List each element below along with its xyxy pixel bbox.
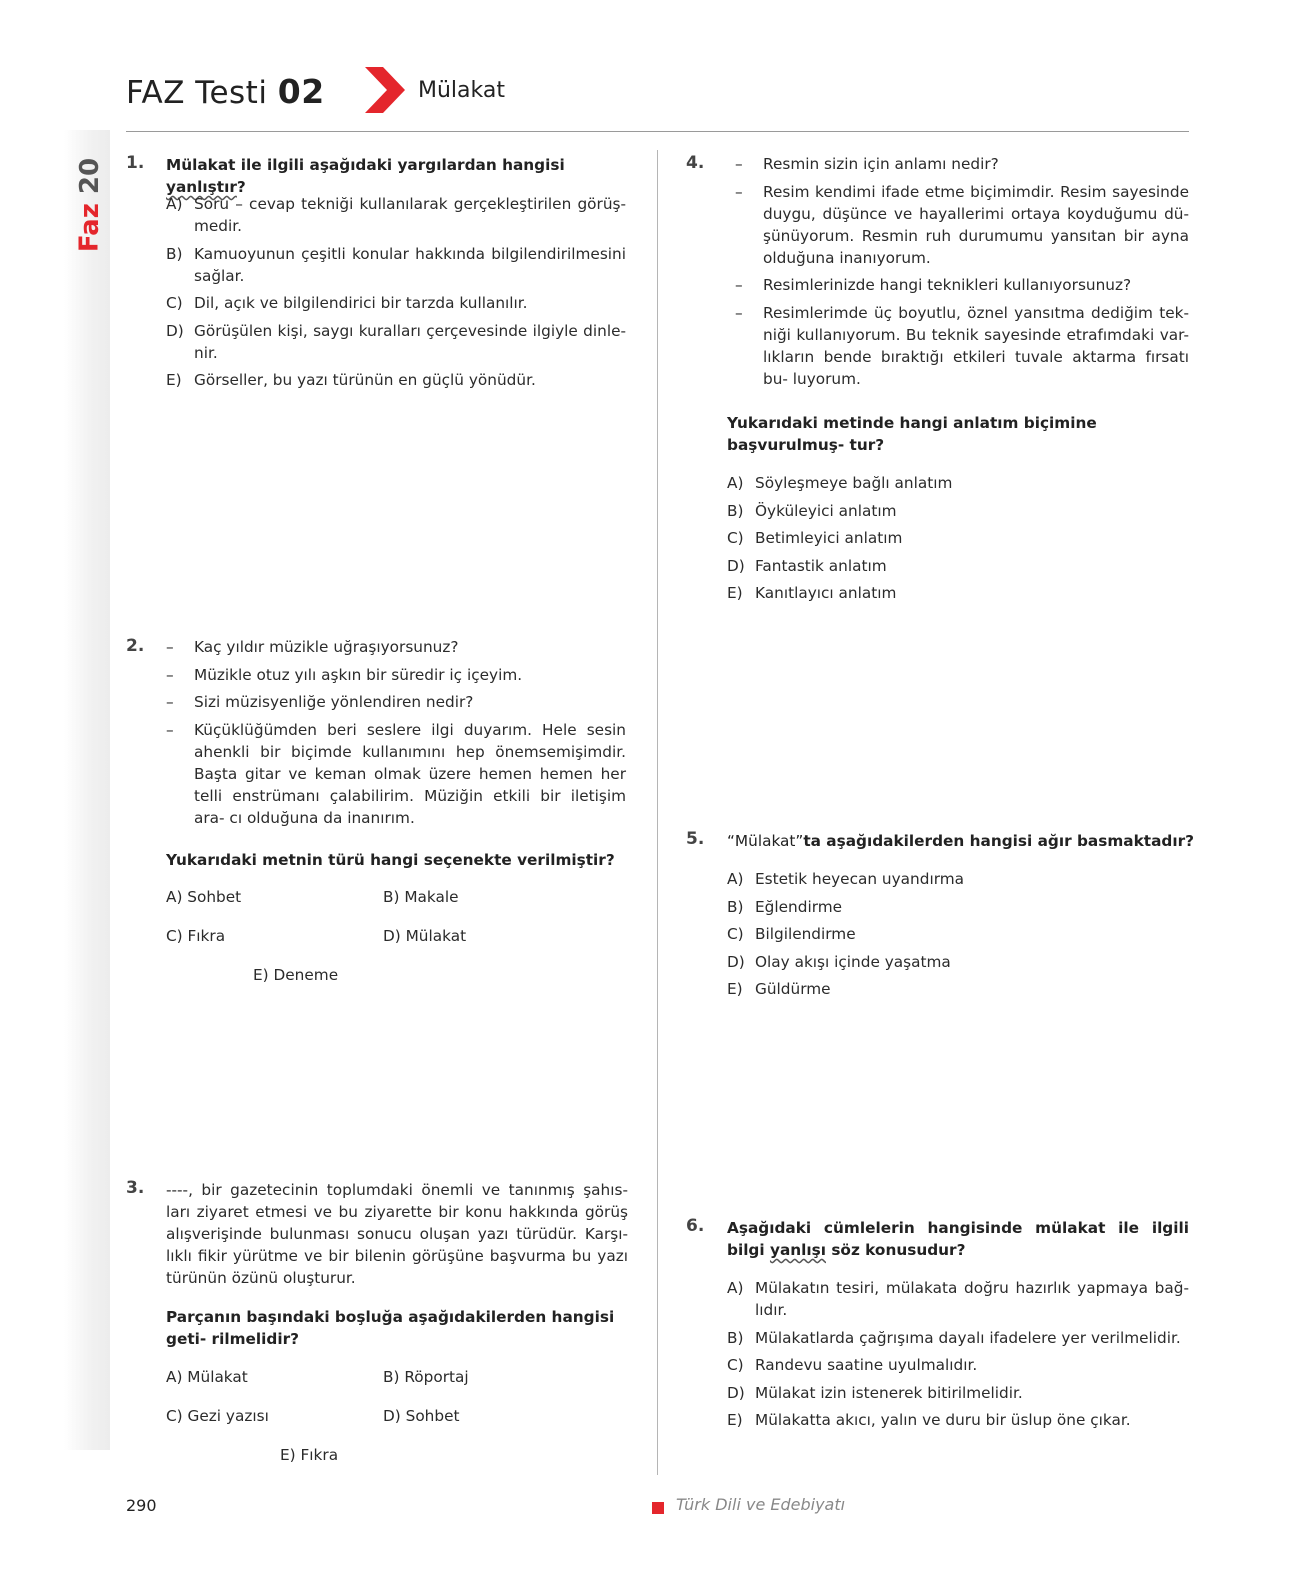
question-number: 1.: [126, 153, 145, 173]
option-c[interactable]: C) Gezi yazısı: [166, 1407, 269, 1425]
option-a[interactable]: A) Soru – cevap tekniği kullanılarak gerçekleştirilen görüş- medir.: [166, 195, 626, 235]
sidebar-strip: [64, 130, 110, 1450]
option-d[interactable]: D) Mülakat: [383, 927, 467, 945]
dialogue-text: [166, 636, 626, 834]
option-e[interactable]: E) Mülakatta akıcı, yalın ve duru bir üslup öne çıkar.: [727, 1411, 1131, 1429]
column-divider: [657, 150, 658, 1475]
option-e[interactable]: E) Güldürme: [727, 980, 831, 998]
dialogue-line: – Müzikle otuz yılı aşkın bir süredir iç içeyim.: [166, 665, 523, 684]
question-number: 5.: [686, 829, 705, 849]
dialogue-line: – Küçüklüğümden beri seslere ilgi duyarım. Hele sesin ahenkli bir biçimde kullanımını hep önemsemişimdir. Başta gitar ve keman olmak üzere hemen hemen her telli enstrümanı çalabilirim. Müziğin etkili bir iletişim ara- cı olduğuna da inanırım.: [166, 720, 626, 827]
test-title: FAZ Testi 02: [126, 72, 325, 111]
question-stem: Yukarıdaki metnin türü hangi seçenekte verilmiştir?: [166, 851, 615, 869]
question-stem: Parçanın başındaki boşluğa aşağıdakilerden hangisi geti- rilmelidir?: [166, 1308, 615, 1348]
faz-20-logo: [73, 155, 107, 255]
page-number: 290: [126, 1496, 157, 1515]
dialogue-line: – Resim kendimi ifade etme biçimimdir. Resim sayesinde duygu, düşünce ve hayallerimi ortaya koyduğumu dü- şünüyorum. Resmin ruh durumumu yansıtan bir ayna olduğuna inanıyorum.: [735, 182, 1189, 267]
question-stem: Yukarıdaki metinde hangi anlatım biçimine başvurulmuş- tur?: [727, 414, 1097, 454]
topic-title: Mülakat: [418, 78, 505, 103]
option-d[interactable]: D) Görüşülen kişi, saygı kuralları çerçevesinde ilgiyle dinle- nir.: [166, 321, 626, 362]
chevron-right-icon: [365, 67, 405, 113]
option-d[interactable]: D) Olay akışı içinde yaşatma: [727, 952, 951, 971]
question-stem: Mülakat ile ilgili aşağıdaki yargılardan hangisi yanlıştır?: [166, 156, 565, 196]
option-b[interactable]: B) Röportaj: [383, 1368, 469, 1386]
question-stem: Aşağıdaki cümlelerin hangisinde mülakat ile ilgili bilgi yanlışı söz konusudur?: [727, 1219, 1189, 1259]
dialogue-line: – Kaç yıldır müzikle uğraşıyorsunuz?: [166, 638, 459, 656]
option-e[interactable]: E) Kanıtlayıcı anlatım: [727, 584, 897, 602]
red-square-icon: [652, 1502, 664, 1514]
subject-label: Türk Dili ve Edebiyatı: [676, 1495, 846, 1514]
option-e[interactable]: E) Görseller, bu yazı türünün en güçlü yönüdür.: [166, 371, 536, 389]
svg-text:Faz 20: Faz 20: [74, 157, 105, 253]
option-c[interactable]: C) Dil, açık ve bilgilendirici bir tarzda kullanılır.: [166, 294, 528, 312]
answer-options: [166, 193, 626, 397]
dialogue-text: [735, 153, 1189, 395]
option-d[interactable]: D) Fantastik anlatım: [727, 556, 887, 575]
answer-options: [727, 868, 1189, 1006]
question-number: 6.: [686, 1216, 705, 1236]
option-a[interactable]: A) Sohbet: [166, 888, 242, 906]
option-c[interactable]: C) Betimleyici anlatım: [727, 529, 903, 547]
passage-text: ----, bir gazetecinin toplumdaki önemli ve tanınmış şahıs- ları ziyaret etmesi ve bu ziyarette bir konu hakkında görüş alışverişinde bulunması sonucu oluşan yazı türüdür. Karşı- lıklı fikir yürütme ve bir bilenin görüşüne başvurma bu yazı türünün özünü oluşturur.: [166, 1181, 628, 1287]
option-e[interactable]: E) Fıkra: [280, 1446, 339, 1464]
dialogue-line: – Resmin sizin için anlamı nedir?: [735, 155, 999, 173]
option-d[interactable]: D) Sohbet: [383, 1407, 460, 1425]
question-stem: “Mülakat”ta aşağıdakilerden hangisi ağır basmaktadır?: [727, 832, 1195, 850]
answer-options: [727, 472, 1189, 610]
option-c[interactable]: C) Fıkra: [166, 927, 226, 945]
option-b[interactable]: B) Eğlendirme: [727, 897, 843, 916]
option-b[interactable]: B) Mülakatlarda çağrışıma dayalı ifadelere yer verilmelidir.: [727, 1328, 1181, 1347]
option-b[interactable]: B) Makale: [383, 888, 459, 906]
option-c[interactable]: C) Bilgilendirme: [727, 925, 856, 943]
option-a[interactable]: A) Estetik heyecan uyandırma: [727, 870, 964, 888]
question-number: 4.: [686, 153, 705, 173]
option-c[interactable]: C) Randevu saatine uyulmalıdır.: [727, 1356, 978, 1374]
question-number: 2.: [126, 636, 145, 656]
header-divider: [126, 131, 1189, 132]
option-d[interactable]: D) Mülakat izin istenerek bitirilmelidir.: [727, 1383, 1023, 1402]
option-b[interactable]: B) Öyküleyici anlatım: [727, 501, 897, 520]
dialogue-line: – Resimlerinizde hangi teknikleri kullanıyorsunuz?: [735, 276, 1132, 294]
option-e[interactable]: E) Deneme: [253, 966, 339, 984]
answer-options: [727, 1277, 1189, 1437]
dialogue-line: – Resimlerimde üç boyutlu, öznel yansıtma dediğim tek- niği kullanıyorum. Bu teknik sayesinde etrafımdaki var- lıkların bende bıraktığı etkileri tuvale aktarma fırsatı bu- luyorum.: [735, 303, 1189, 388]
option-a[interactable]: A) Söyleşmeye bağlı anlatım: [727, 474, 953, 492]
question-number: 3.: [126, 1178, 145, 1198]
dialogue-line: – Sizi müzisyenliğe yönlendiren nedir?: [166, 693, 474, 711]
option-a[interactable]: A) Mülakatın tesiri, mülakata doğru hazırlık yapmaya bağ- lıdır.: [727, 1279, 1189, 1319]
option-a[interactable]: A) Mülakat: [166, 1368, 248, 1386]
option-b[interactable]: B) Kamuoyunun çeşitli konular hakkında bilgilendirilmesini sağlar.: [166, 244, 626, 285]
